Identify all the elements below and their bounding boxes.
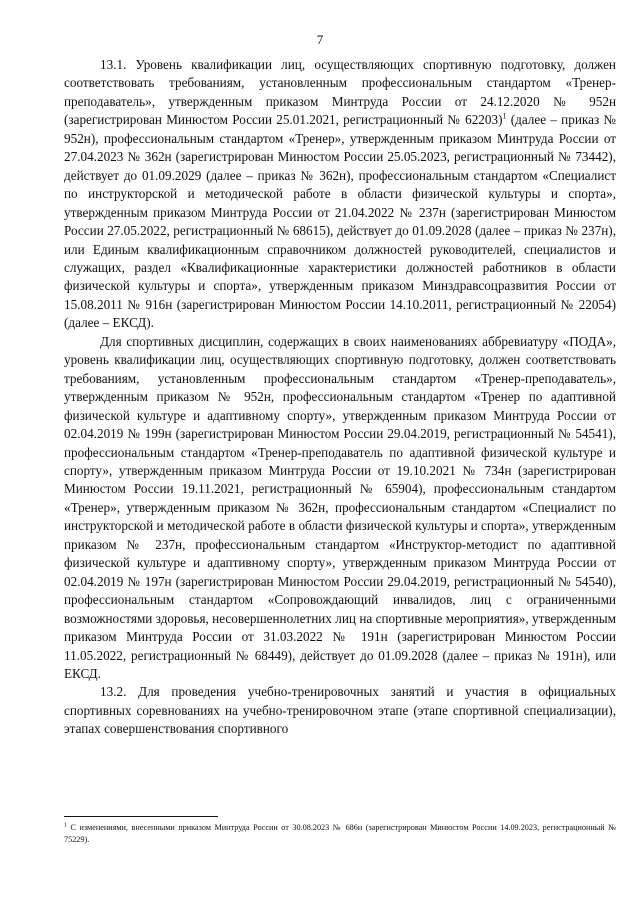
footnote-separator	[64, 816, 218, 817]
paragraph-13-1-continued: (далее – приказ № 952н), профессиональным стандартом «Тренер», утвержденным приказом Минтруда России от 27.04.2023 № 362н (зарегистрирован Минюстом России 25.05.2023, регистрационный № 73442), действует до 01.09.2029 (далее – приказ № 362н), профессиональным стандартом «Специалист по инструкторской и методической работе в области физической культуры и спорта», утвержденным приказом Минтруда России от 21.04.2022 № 237н (зарегистрирован Минюстом России 27.05.2022, регистрационный № 68615), действует до 01.09.2028 (далее – приказ № 237н), или Единым квалификационным справочником должностей руководителей, специалистов и служащих, раздел «Квалификационные характеристики должностей работников в области физической культуры и спорта», утвержденным приказом Минздравсоцразвития России от 15.08.2011 № 916н (зарегистрирован Минюстом России 14.10.2011, регистрационный № 22054) (далее – ЕКСД).	[64, 112, 616, 331]
paragraph-poda: Для спортивных дисциплин, содержащих в своих наименованиях аббревиатуру «ПОДА», уровень квалификации лиц, осуществляющих спортивную подготовку, должен соответствовать требованиям, установленным профессиональным стандартом «Тренер-преподаватель», утвержденным приказом № 952н, профессиональным стандартом «Тренер по адаптивной физической культуре и адаптивному спорту», утвержденным приказом Минтруда России от 02.04.2019 № 199н (зарегистрирован Минюстом России 29.04.2019, регистрационный № 54541), профессиональным стандартом «Тренер-преподаватель по адаптивной физической культуре и спорту», утвержденным приказом Минтруда России от 19.10.2021 № 734н (зарегистрирован Минюстом России 19.11.2021, регистрационный № 65904), профессиональным стандартом «Тренер», утвержденным приказом № 362н, профессиональным стандартом «Специалист по инструкторской и методической работе в области физической культуры и спорта», утвержденным приказом № 237н, профессиональным стандартом «Инструктор-методист по адаптивной физической культуре и адаптивному спорту», утвержденным приказом Минтруда России от 02.04.2019 № 197н (зарегистрирован Минюстом России 29.04.2019, регистрационный № 54540), профессиональным стандартом «Сопровождающий инвалидов, лиц с ограниченными возможностями здоровья, несовершеннолетних лиц на спортивные мероприятия», утвержденным приказом Минтруда России от 31.03.2022 № 191н (зарегистрирован Минюстом России 11.05.2022, регистрационный № 68449), действует до 01.09.2028 (далее – приказ № 191н), или ЕКСД.	[64, 333, 616, 681]
footnote-reference: 1	[502, 111, 507, 121]
footnote-text: С изменениями, внесенными приказом Минтруда России от 30.08.2023 № 686н (зарегистрирован Минюстом России 14.09.2023, регистрационный № 75229).	[64, 823, 616, 844]
footnote	[64, 822, 616, 845]
paragraph-13-1-text: 13.1. Уровень квалификации лиц, осуществляющих спортивную подготовку, должен соответствовать требованиям, установленным профессиональным стандартом «Тренер-преподаватель», утвержденным приказом Минтруда России от 24.12.2020 № 952н (зарегистрирован Минюстом России 25.01.2021, регистрационный № 62203)	[64, 57, 616, 128]
footnote-marker: 1	[64, 822, 67, 829]
page-number: 7	[316, 32, 324, 47]
paragraph-13-2: 13.2. Для проведения учебно-тренировочных занятий и участия в официальных спортивных соревнованиях на учебно-тренировочном этапе (этапе спортивной специализации), этапах совершенствования спортивного	[64, 684, 616, 737]
paragraph-13-1	[64, 56, 616, 333]
document-body	[64, 56, 616, 739]
